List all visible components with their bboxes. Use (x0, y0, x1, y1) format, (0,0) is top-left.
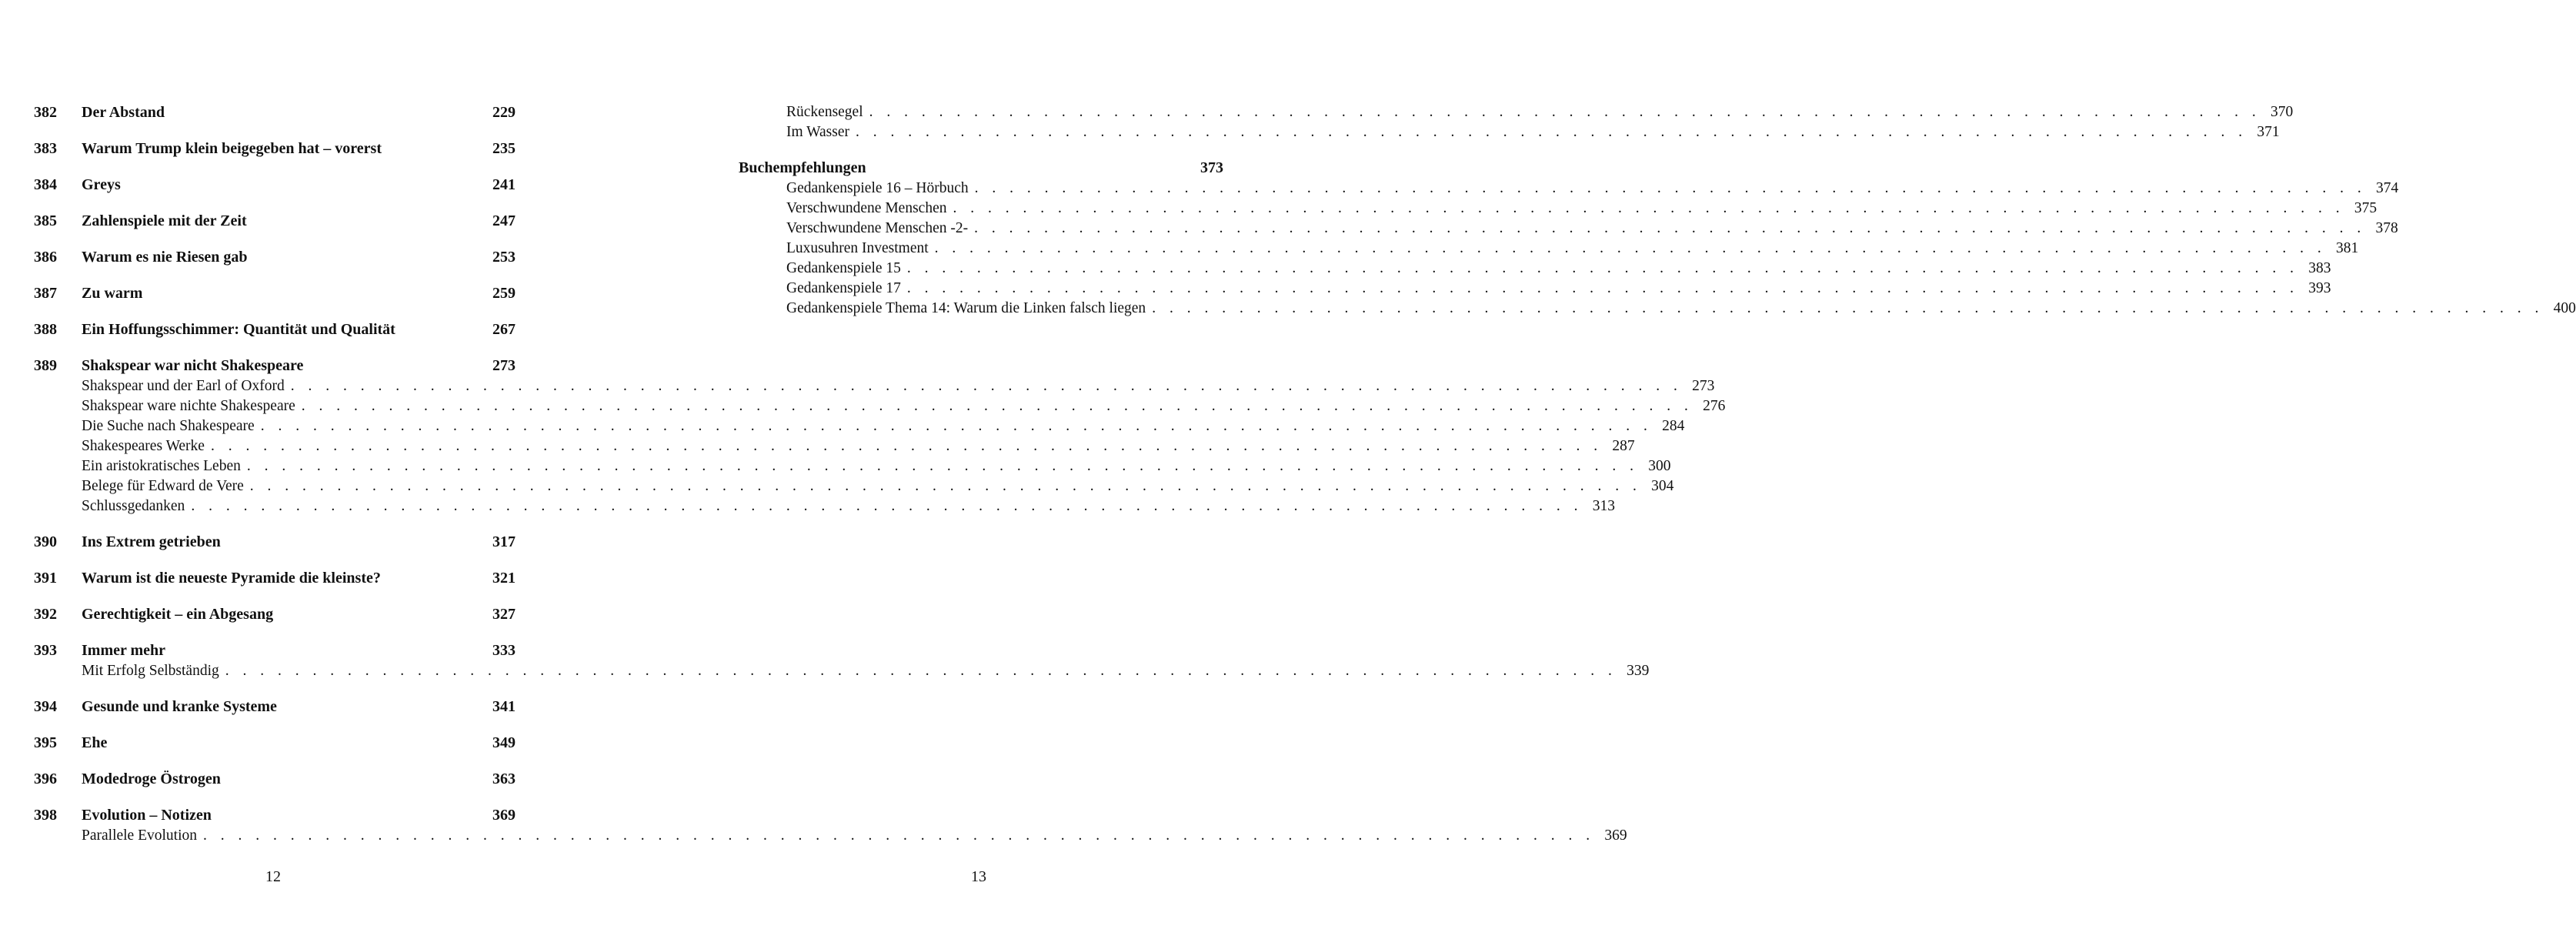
section-title: Shakspear und der Earl of Oxford (82, 378, 285, 394)
section-title: Gedankenspiele 15 (786, 260, 901, 276)
chapter-title: Ein Hoffungsschimmer: Quantität und Qualität (82, 321, 395, 338)
chapter-page: 235 (492, 140, 516, 157)
chapter-page: 349 (492, 734, 516, 751)
toc-chapter-entry[interactable] (34, 771, 516, 791)
toc-part-entry[interactable] (739, 159, 1223, 180)
section-title: Mit Erfolg Selbständig (82, 663, 219, 679)
section-title: Shakspear ware nichte Shakespeare (82, 398, 295, 414)
section-title: Verschwundene Menschen -2- (786, 220, 969, 236)
toc-section-entry[interactable] (739, 200, 2377, 220)
toc-chapter-entry[interactable] (34, 140, 516, 161)
toc-chapter (34, 140, 516, 161)
toc-chapter (34, 249, 516, 269)
chapter-page: 259 (492, 285, 516, 302)
chapter-page: 317 (492, 533, 516, 550)
dot-leader: . . . . . . . . . . . . . . . . . . . . . . . . . . . . . . . . . . . . . . . . . . . . . . . . . . . . . . . . . . . . . . . . . . . . . . . . . . . . . . . . (906, 280, 2299, 296)
section-page: 287 (1612, 438, 1635, 454)
toc-chapter (34, 212, 516, 233)
chapter-number: 387 (34, 285, 57, 302)
dot-leader: . . . . . . . . . . . . . . . . . . . . . . . . . . . . . . . . . . . . . . . . . . . . . . . . . . . . . . . . . . . . . . . . . . . . . . . . . . . . . . . . (210, 438, 1603, 454)
section-page: 276 (1703, 398, 1726, 414)
section-title: Luxusuhren Investment (786, 240, 929, 256)
chapter-page: 241 (492, 176, 516, 193)
dot-leader: . . . . . . . . . . . . . . . . . . . . . . . . . . . . . . . . . . . . . . . . . . . . . . . . . . . . . . . . . . . . . . . . . . . . . . . . . . . . . . . . (191, 498, 1583, 514)
toc-chapter-entry[interactable] (34, 104, 516, 125)
dot-leader: . . . . . . . . . . . . . . . . . . . . . . . . . . . . . . . . . . . . . . . . . . . . . . . . . . . . . . . . . . . . . . . . . . . . . . . . . . . . . . . . (301, 398, 1693, 414)
chapter-number: 382 (34, 104, 57, 121)
chapter-page: 333 (492, 642, 516, 659)
chapter-title: Der Abstand (82, 104, 165, 121)
chapter-number: 389 (34, 357, 57, 374)
chapter-number: 386 (34, 249, 57, 266)
section-page: 304 (1651, 478, 1674, 494)
chapter-number: 390 (34, 533, 57, 550)
chapter-title: Shakspear war nicht Shakespeare (82, 357, 304, 374)
page-number-right: 13 (971, 868, 986, 885)
chapter-page: 253 (492, 249, 516, 266)
chapter-title: Gesunde und kranke Systeme (82, 698, 277, 715)
toc-section-entry[interactable] (739, 180, 2399, 200)
chapter-number: 394 (34, 698, 57, 715)
toc-chapter-entry[interactable] (34, 321, 516, 342)
dot-leader: . . . . . . . . . . . . . . . . . . . . . . . . . . . . . . . . . . . . . . . . . . . . . . . . . . . . . . . . . . . . . . . . . . . . . . . . . . . . . . . . (260, 418, 1653, 434)
dot-leader: . . . . . . . . . . . . . . . . . . . . . . . . . . . . . . . . . . . . . . . . . . . . . . . . . . . . . . . . . . . . . . . . . . . . . . . . . . . . . . . . (953, 200, 2345, 216)
chapter-page: 321 (492, 570, 516, 587)
chapter-title: Zahlenspiele mit der Zeit (82, 212, 247, 229)
toc-right (739, 104, 2576, 320)
section-page: 369 (1604, 827, 1627, 844)
chapter-page: 267 (492, 321, 516, 338)
chapter-title: Ehe (82, 734, 108, 751)
section-page: 370 (2271, 104, 2294, 120)
section-title: Rückensegel (786, 104, 863, 120)
dot-leader: . . . . . . . . . . . . . . . . . . . . . . . . . . . . . . . . . . . . . . . . . . . . . . . . . . . . . . . . . . . . . . . . . . . . . . . . . . . . . . . . (290, 378, 1683, 394)
dot-leader: . . . . . . . . . . . . . . . . . . . . . . . . . . . . . . . . . . . . . . . . . . . . . . . . . . . . . . . . . . . . . . . . . . . . . . . . . . . . . . . . (856, 124, 2247, 140)
toc-chapter-entry[interactable] (34, 698, 516, 719)
toc-chapter-entry[interactable] (34, 642, 516, 663)
chapter-title: Evolution – Notizen (82, 807, 212, 824)
toc-chapter-entry[interactable] (34, 606, 516, 627)
toc-chapter-entry[interactable] (34, 533, 516, 554)
toc-section-entry[interactable] (34, 418, 1685, 438)
chapter-page: 273 (492, 357, 516, 374)
toc-chapter-entry[interactable] (34, 734, 516, 755)
dot-leader: . . . . . . . . . . . . . . . . . . . . . . . . . . . . . . . . . . . . . . . . . . . . . . . . . . . . . . . . . . . . . . . . . . . . . . . . . . . . . . . . (225, 663, 1617, 679)
toc-chapter-entry[interactable] (34, 807, 516, 827)
toc-chapter (34, 570, 516, 590)
toc-chapter (34, 321, 516, 342)
toc-section-entry[interactable] (739, 260, 2331, 280)
toc-section-entry[interactable] (739, 104, 2294, 124)
toc-chapter-entry[interactable] (34, 212, 516, 233)
chapter-title: Warum Trump klein beigegeben hat – vorerst (82, 140, 382, 157)
toc-chapter (34, 357, 1726, 518)
toc-section-entry[interactable] (739, 240, 2359, 260)
toc-chapter (34, 734, 516, 755)
section-page: 371 (2257, 124, 2280, 140)
toc-chapter (34, 771, 516, 791)
chapter-title: Ins Extrem getrieben (82, 533, 221, 550)
toc-chapter (34, 285, 516, 306)
part-page: 373 (1200, 159, 1223, 176)
toc-chapter-entry[interactable] (34, 249, 516, 269)
chapter-number: 396 (34, 771, 57, 787)
toc-section-entry[interactable] (34, 478, 1674, 498)
chapter-number: 392 (34, 606, 57, 623)
chapter-title: Greys (82, 176, 121, 193)
toc-section-entry[interactable] (34, 498, 1615, 518)
chapter-page: 363 (492, 771, 516, 787)
chapter-page: 229 (492, 104, 516, 121)
chapter-page: 327 (492, 606, 516, 623)
chapter-title: Gerechtigkeit – ein Abgesang (82, 606, 274, 623)
section-page: 374 (2376, 180, 2399, 196)
chapter-number: 388 (34, 321, 57, 338)
dot-leader: . . . . . . . . . . . . . . . . . . . . . . . . . . . . . . . . . . . . . . . . . . . . . . . . . . . . . . . . . . . . . . . . . . . . . . . . . . . . . . . . (869, 104, 2261, 120)
toc-section-entry[interactable] (739, 280, 2331, 300)
chapter-page: 247 (492, 212, 516, 229)
chapter-page: 369 (492, 807, 516, 824)
toc-chapter-entry[interactable] (34, 357, 516, 378)
section-page: 375 (2354, 200, 2377, 216)
toc-chapter (34, 642, 1650, 683)
toc-chapter (34, 533, 516, 554)
chapter-number: 384 (34, 176, 57, 193)
chapter-number: 385 (34, 212, 57, 229)
chapter-number: 395 (34, 734, 57, 751)
section-title: Parallele Evolution (82, 827, 198, 844)
section-page: 393 (2308, 280, 2331, 296)
section-page: 339 (1627, 663, 1650, 679)
toc-chapter-entry[interactable] (34, 176, 516, 197)
toc-section-entry[interactable] (739, 220, 2398, 240)
section-title: Gedankenspiele Thema 14: Warum die Linken falsch liegen (786, 300, 1146, 316)
dot-leader: . . . . . . . . . . . . . . . . . . . . . . . . . . . . . . . . . . . . . . . . . . . . . . . . . . . . . . . . . . . . . . . . . . . . . . . . . . . . . . . . (249, 478, 1642, 494)
toc-chapter (34, 104, 516, 125)
chapter-number: 393 (34, 642, 57, 659)
section-page: 381 (2336, 240, 2359, 256)
section-title: Im Wasser (786, 124, 850, 140)
chapter-title: Immer mehr (82, 642, 166, 659)
section-title: Shakespeares Werke (82, 438, 205, 454)
dot-leader: . . . . . . . . . . . . . . . . . . . . . . . . . . . . . . . . . . . . . . . . . . . . . . . . . . . . . . . . . . . . . . . . . . . . . . . . . . . . . . . . (203, 827, 1595, 844)
chapter-title: Warum es nie Riesen gab (82, 249, 248, 266)
toc-chapter (34, 807, 1627, 847)
chapter-page: 341 (492, 698, 516, 715)
dot-leader: . . . . . . . . . . . . . . . . . . . . . . . . . . . . . . . . . . . . . . . . . . . . . . . . . . . . . . . . . . . . . . . . . . . . . . . . . . . . . . . . (974, 180, 2367, 196)
toc-part (739, 159, 2576, 320)
section-title: Belege für Edward de Vere (82, 478, 244, 494)
chapter-number: 398 (34, 807, 57, 824)
toc-chapter-entry[interactable] (34, 285, 516, 306)
section-title: Ein aristokratisches Leben (82, 458, 241, 474)
section-page: 400 (2553, 300, 2576, 316)
chapter-number: 383 (34, 140, 57, 157)
section-title: Die Suche nach Shakespeare (82, 418, 255, 434)
section-title: Gedankenspiele 16 – Hörbuch (786, 180, 969, 196)
toc-chapter-entry[interactable] (34, 570, 516, 590)
toc-chapter (34, 698, 516, 719)
dot-leader: . . . . . . . . . . . . . . . . . . . . . . . . . . . . . . . . . . . . . . . . . . . . . . . . . . . . . . . . . . . . . . . . . . . . . . . . . . . . . . . . (246, 458, 1639, 474)
toc-section-entry[interactable] (34, 378, 1715, 398)
section-page: 300 (1648, 458, 1671, 474)
toc-section-entry[interactable] (34, 398, 1726, 418)
dot-leader: . . . . . . . . . . . . . . . . . . . . . . . . . . . . . . . . . . . . . . . . . . . . . . . . . . . . . . . . . . . . . . . . . . . . . . . . . . . . . . . . (906, 260, 2299, 276)
chapter-title: Warum ist die neueste Pyramide die kleinste? (82, 570, 381, 587)
section-title: Verschwundene Menschen (786, 200, 947, 216)
toc-chapter (34, 176, 516, 197)
section-title: Gedankenspiele 17 (786, 280, 901, 296)
toc-section-entry[interactable] (739, 124, 2280, 144)
section-page: 273 (1692, 378, 1715, 394)
section-page: 378 (2375, 220, 2398, 236)
section-title: Schlussgedanken (82, 498, 185, 514)
chapter-title: Zu warm (82, 285, 143, 302)
dot-leader: . . . . . . . . . . . . . . . . . . . . . . . . . . . . . . . . . . . . . . . . . . . . . . . . . . . . . . . . . . . . . . . . . . . . . . . . . . . . . . . . (974, 220, 2366, 236)
toc-section-entry[interactable] (739, 300, 2576, 320)
page-number-left: 12 (265, 868, 281, 885)
dot-leader: . . . . . . . . . . . . . . . . . . . . . . . . . . . . . . . . . . . . . . . . . . . . . . . . . . . . . . . . . . . . . . . . . . . . . . . . . . . . . . . . (1152, 300, 2544, 316)
toc-section-entry[interactable] (34, 827, 1627, 847)
continued-sections (739, 104, 2294, 144)
chapter-title: Modedroge Östrogen (82, 771, 221, 787)
section-page: 383 (2308, 260, 2331, 276)
section-page: 284 (1662, 418, 1685, 434)
toc-section-entry[interactable] (34, 438, 1635, 458)
toc-chapter (34, 606, 516, 627)
dot-leader: . . . . . . . . . . . . . . . . . . . . . . . . . . . . . . . . . . . . . . . . . . . . . . . . . . . . . . . . . . . . . . . . . . . . . . . . . . . . . . . . (934, 240, 2327, 256)
chapter-number: 391 (34, 570, 57, 587)
section-page: 313 (1592, 498, 1615, 514)
toc-section-entry[interactable] (34, 663, 1650, 683)
toc-section-entry[interactable] (34, 458, 1671, 478)
part-title: Buchempfehlungen (739, 159, 866, 176)
